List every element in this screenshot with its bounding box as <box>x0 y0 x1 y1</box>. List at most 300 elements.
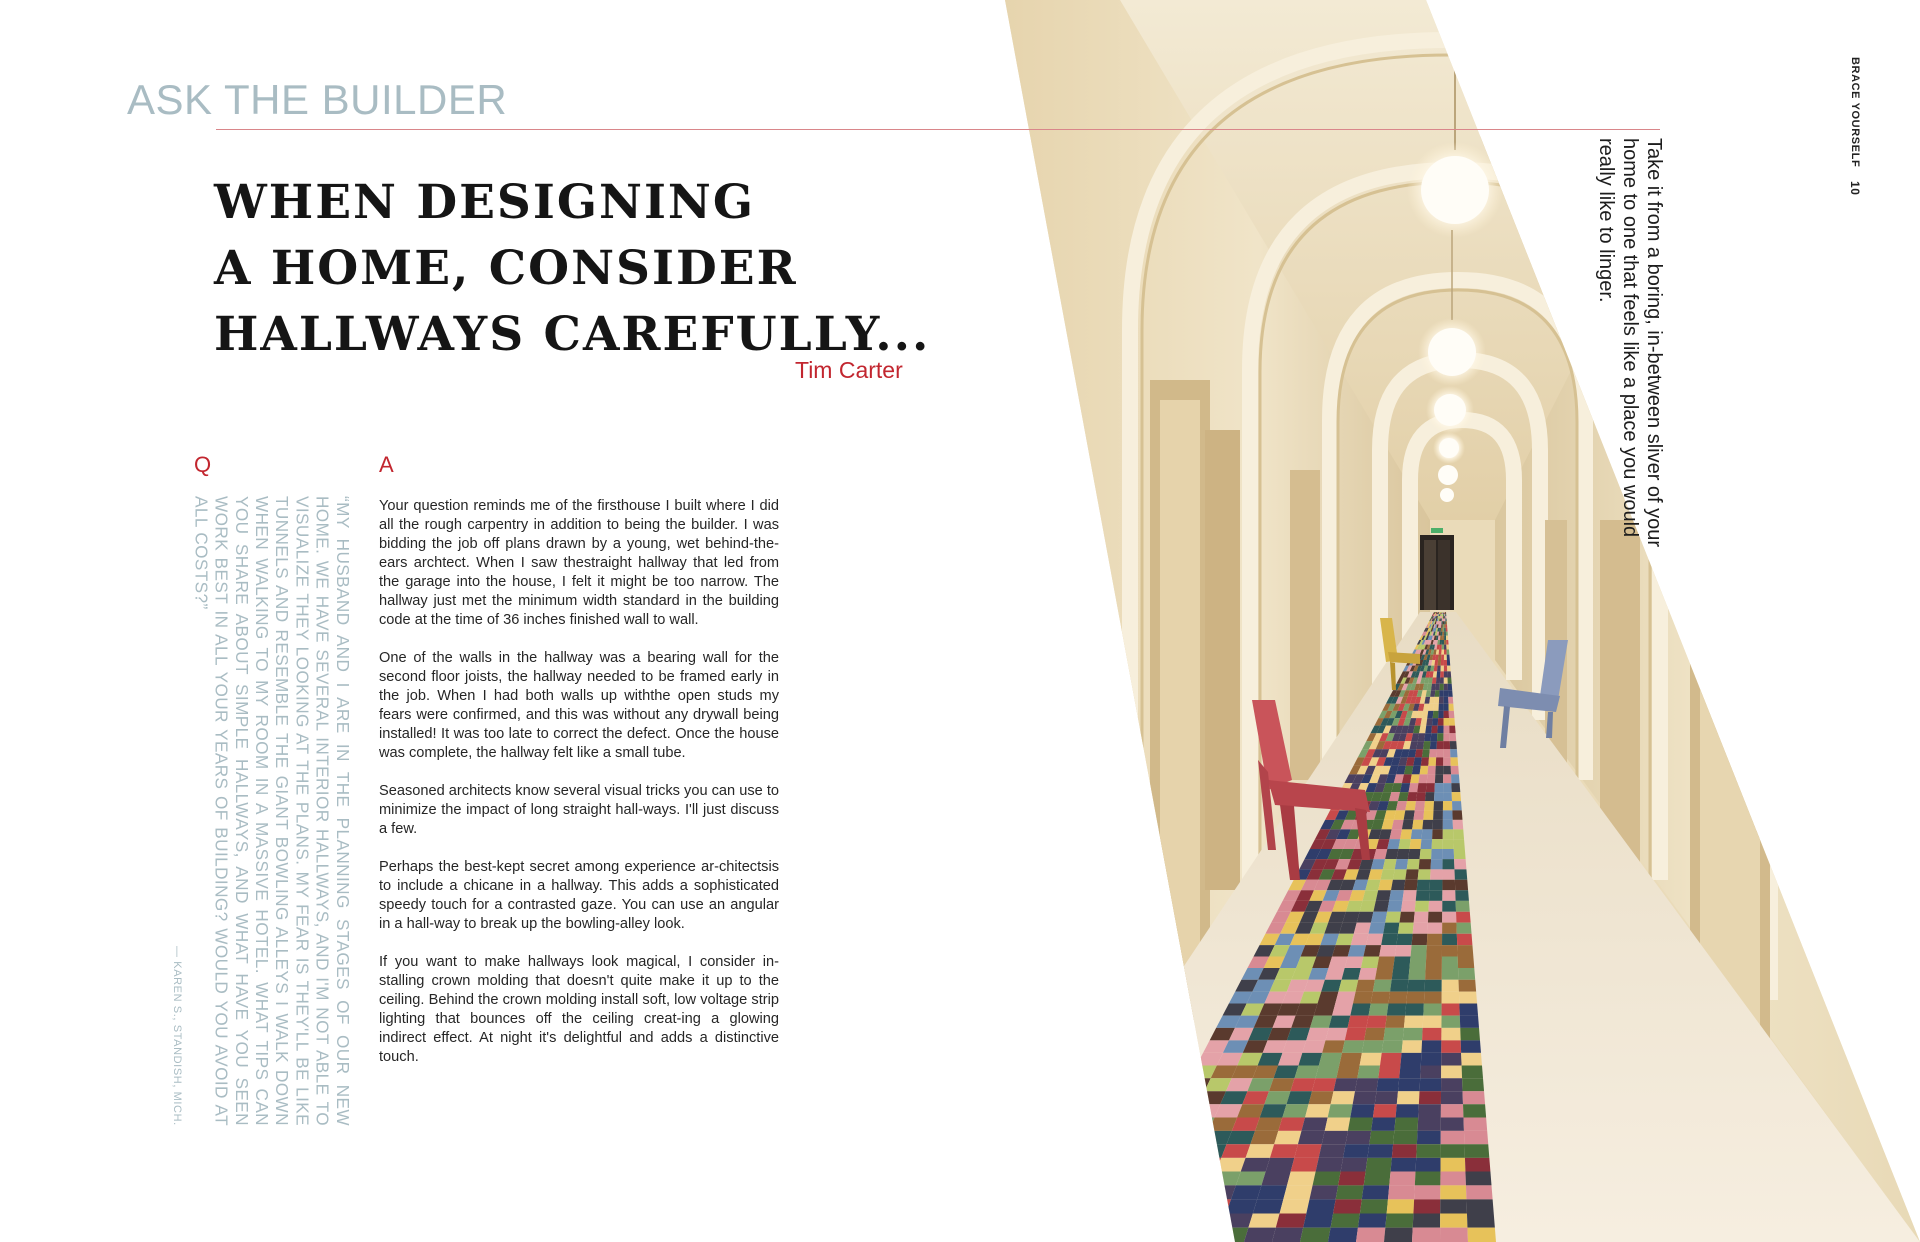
carpet-pixel <box>1432 718 1438 725</box>
carpet-pixel <box>1398 1078 1420 1091</box>
carpet-pixel <box>1444 628 1446 632</box>
carpet-pixel <box>1319 1053 1342 1066</box>
carpet-pixel <box>1346 1131 1372 1144</box>
carpet-pixel <box>1442 945 1458 956</box>
carpet-pixel <box>1447 666 1451 672</box>
headline-line-2: A HOME, CONSIDER <box>214 241 798 296</box>
carpet-pixel <box>1387 1199 1414 1213</box>
carpet-pixel <box>1377 1078 1400 1091</box>
carpet-pixel <box>1409 956 1426 968</box>
carpet-pixel <box>1188 1228 1221 1242</box>
carpet-pixel <box>1134 1172 1166 1186</box>
carpet-pixel <box>1445 618 1446 621</box>
carpet-pixel <box>1443 810 1453 819</box>
carpet-pixel <box>1431 726 1437 734</box>
carpet-pixel <box>1420 1066 1441 1079</box>
carpet-pixel <box>1463 1104 1486 1117</box>
carpet-pixel <box>1248 1213 1279 1227</box>
carpet-pixel <box>1424 733 1431 741</box>
carpet-pixel <box>1418 1104 1441 1117</box>
carpet-pixel <box>1444 660 1447 666</box>
carpet-pixel <box>1437 726 1443 734</box>
carpet-pixel <box>1442 1004 1460 1016</box>
carpet-pixel <box>1298 1131 1325 1144</box>
headline-line-3: HALLWAYS CAREFULLY... <box>214 307 931 362</box>
carpet-pixel <box>1342 968 1361 980</box>
carpet-pixel <box>1423 810 1433 819</box>
carpet-pixel <box>1424 992 1442 1004</box>
carpet-pixel <box>1448 704 1453 711</box>
carpet-pixel <box>1334 1078 1358 1091</box>
carpet-pixel <box>1280 1199 1310 1213</box>
carpet-pixel <box>1428 757 1436 765</box>
carpet-pixel <box>1458 980 1476 992</box>
carpet-pixel <box>1417 1131 1441 1144</box>
carpet-pixel <box>1358 1213 1387 1227</box>
carpet-pixel <box>1443 733 1449 741</box>
carpet-pixel <box>1465 1158 1490 1172</box>
carpet-pixel <box>1443 616 1444 618</box>
carpet-pixel <box>1443 621 1444 624</box>
carpet-pixel <box>1413 1199 1440 1213</box>
carpet-pixel <box>1441 1053 1461 1066</box>
carpet-pixel <box>1450 757 1458 765</box>
carpet-pixel <box>1415 801 1425 810</box>
carpet-pixel <box>1444 632 1446 636</box>
carpet-pixel <box>1383 1028 1403 1040</box>
carpet-pixel <box>1314 1004 1335 1016</box>
carpet-pixel <box>1336 1066 1359 1079</box>
carpet-pixel <box>1385 912 1401 923</box>
photo-caption: Take it from a boring, in-between sliver of your home to one that feels like a place you would really like to linger. <box>1595 138 1665 548</box>
carpet-pixel <box>1378 1066 1400 1079</box>
carpet-pixel <box>1452 792 1461 801</box>
carpet-pixel <box>1440 1228 1468 1242</box>
carpet-pixel <box>1331 1091 1355 1104</box>
carpet-pixel <box>1436 757 1444 765</box>
carpet-pixel <box>1427 923 1442 934</box>
carpet-pixel <box>1419 859 1431 869</box>
carpet-pixel <box>1350 1104 1374 1117</box>
carpet-pixel <box>1448 684 1452 690</box>
carpet-pixel <box>1328 1228 1358 1242</box>
carpet-pixel <box>1442 912 1456 923</box>
carpet-pixel <box>1464 1131 1488 1144</box>
carpet-pixel <box>1390 829 1402 839</box>
carpet-pixel <box>1429 697 1434 704</box>
carpet-pixel <box>1420 849 1432 859</box>
carpet-pixel <box>1436 677 1440 683</box>
carpet-pixel <box>1442 934 1457 945</box>
carpet-pixel <box>1441 1078 1463 1091</box>
carpet-pixel <box>1454 869 1467 879</box>
carpet-pixel <box>1286 1091 1312 1104</box>
carpet-pixel <box>1442 640 1444 645</box>
carpet-pixel <box>1383 923 1399 934</box>
carpet-pixel <box>1462 1066 1483 1079</box>
carpet-pixel <box>1414 912 1429 923</box>
carpet-pixel <box>1313 1172 1341 1186</box>
carpet-pixel <box>1433 820 1443 830</box>
carpet-pixel <box>1423 741 1431 749</box>
carpet-pixel <box>1357 912 1374 923</box>
carpet-pixel <box>1457 945 1473 956</box>
carpet-pixel <box>1441 649 1444 654</box>
carpet-pixel <box>1403 1028 1423 1040</box>
carpet-pixel <box>1336 1185 1364 1199</box>
carpet-pixel <box>1437 733 1443 741</box>
carpet-pixel <box>1439 645 1442 650</box>
carpet-pixel <box>1399 912 1414 923</box>
carpet-pixel <box>1348 945 1366 956</box>
carpet-pixel <box>1357 1066 1380 1079</box>
carpet-pixel <box>1412 766 1421 775</box>
page-number: 10 <box>1848 180 1862 196</box>
carpet-pixel <box>1356 1228 1385 1242</box>
carpet-pixel <box>1443 757 1450 765</box>
carpet-pixel <box>1298 1053 1322 1066</box>
carpet-pixel <box>1451 766 1459 775</box>
carpet-pixel <box>1456 912 1471 923</box>
carpet-pixel <box>1444 666 1447 672</box>
carpet-pixel <box>1428 704 1434 711</box>
carpet-pixel <box>1453 839 1464 849</box>
carpet-pixel <box>1270 1144 1298 1158</box>
carpet-pixel <box>1445 614 1446 616</box>
answer-column <box>379 497 779 1086</box>
carpet-pixel <box>1160 1228 1194 1242</box>
answer-paragraph: Perhaps the best-kept secret among experience ar-chitectsis to include a chicane in a hallway. This adds a sophisticated speedy touch for a contrasted gaze. You can use an angular in a hall-way to break up the bowling-alley look. <box>379 859 779 932</box>
carpet-pixel <box>1412 1228 1440 1242</box>
carpet-pixel <box>1104 1228 1139 1242</box>
carpet-pixel <box>1429 890 1442 901</box>
carpet-pixel <box>1362 1040 1384 1053</box>
carpet-pixel <box>1446 632 1448 636</box>
folio-label: BRACE YOURSELF <box>1849 57 1861 168</box>
carpet-pixel <box>1159 1172 1191 1186</box>
carpet-pixel <box>1443 774 1451 783</box>
carpet-pixel <box>1366 934 1383 945</box>
carpet-pixel <box>1443 839 1454 849</box>
carpet-pixel <box>1440 1185 1466 1199</box>
carpet-pixel <box>1452 801 1462 810</box>
carpet-pixel <box>1382 1040 1403 1053</box>
carpet-pixel <box>1421 1053 1441 1066</box>
carpet-pixel <box>1389 1172 1415 1186</box>
carpet-pixel <box>1369 1131 1394 1144</box>
carpet-pixel <box>1361 956 1379 968</box>
question-label: Q <box>194 452 212 477</box>
carpet-pixel <box>1438 655 1441 660</box>
carpet-pixel <box>1442 880 1455 891</box>
carpet-pixel <box>1244 1228 1276 1242</box>
carpet-pixel <box>1430 880 1443 891</box>
carpet-pixel <box>1443 624 1445 627</box>
question-signature: — KAREN S., STANDISH, MICH. <box>171 946 184 1126</box>
carpet-pixel <box>1443 801 1452 810</box>
carpet-pixel <box>1461 1053 1482 1066</box>
carpet-pixel <box>1371 912 1387 923</box>
carpet-pixel <box>1463 1117 1487 1130</box>
carpet-pixel <box>1425 792 1434 801</box>
carpet-pixel <box>1444 613 1445 614</box>
carpet-pixel <box>1443 749 1450 757</box>
carpet-pixel <box>1435 684 1440 690</box>
carpet-pixel <box>1404 1016 1423 1028</box>
carpet-pixel <box>1236 1172 1266 1186</box>
carpet-pixel <box>1450 749 1457 757</box>
carpet-pixel <box>1454 849 1466 859</box>
carpet-pixel <box>1367 1144 1393 1158</box>
carpet-pixel <box>1303 1213 1333 1227</box>
carpet-pixel <box>1417 783 1426 792</box>
carpet-pixel <box>1443 783 1452 792</box>
carpet-pixel <box>1416 1158 1441 1172</box>
carpet-pixel <box>1338 980 1358 992</box>
carpet-pixel <box>1390 980 1408 992</box>
carpet-pixel <box>1294 1144 1321 1158</box>
carpet-pixel <box>1442 869 1454 879</box>
carpet-pixel <box>1462 1078 1484 1091</box>
carpet-pixel <box>1338 1172 1365 1186</box>
carpet-pixel <box>1369 1004 1389 1016</box>
carpet-pixel <box>1354 923 1371 934</box>
carpet-pixel <box>1444 704 1449 711</box>
carpet-pixel <box>1422 1028 1441 1040</box>
carpet-pixel <box>1315 1066 1339 1079</box>
carpet-pixel <box>1309 1091 1334 1104</box>
carpet-pixel <box>1440 666 1443 672</box>
carpet-pixel <box>1444 684 1448 690</box>
carpet-pixel <box>1449 726 1455 734</box>
carpet-pixel <box>1393 1131 1417 1144</box>
carpet-pixel <box>1388 992 1407 1004</box>
carpet-pixel <box>1454 859 1466 869</box>
carpet-pixel <box>1294 1066 1318 1079</box>
carpet-pixel <box>1353 992 1373 1004</box>
carpet-pixel <box>1172 1199 1204 1213</box>
carpet-pixel <box>1441 1028 1460 1040</box>
carpet-pixel <box>1276 1213 1307 1227</box>
carpet-pixel <box>1358 968 1377 980</box>
carpet-pixel <box>1139 1213 1173 1227</box>
carpet-pixel <box>1399 1066 1421 1079</box>
carpet-pixel <box>1444 636 1446 640</box>
carpet-pixel <box>1392 968 1410 980</box>
carpet-pixel <box>1112 1213 1146 1227</box>
carpet-pixel <box>1435 774 1443 783</box>
carpet-pixel <box>1379 945 1396 956</box>
carpet-pixel <box>1444 624 1446 627</box>
carpet-pixel <box>1444 655 1447 660</box>
carpet-pixel <box>1440 1213 1467 1227</box>
carpet-pixel <box>1425 726 1432 734</box>
carpet-pixel <box>1448 697 1453 704</box>
carpet-pixel <box>1451 774 1460 783</box>
carpet-pixel <box>1341 1158 1368 1172</box>
carpet-pixel <box>1266 1158 1295 1172</box>
carpet-pixel <box>1355 1078 1378 1091</box>
carpet-pixel <box>1345 1028 1367 1040</box>
carpet-pixel <box>1375 1091 1398 1104</box>
carpet-pixel <box>1322 1131 1348 1144</box>
carpet-pixel <box>1391 1158 1417 1172</box>
carpet-pixel <box>1132 1228 1166 1242</box>
carpet-pixel <box>1442 923 1457 934</box>
carpet-pixel <box>1441 1131 1465 1144</box>
carpet-pixel <box>1443 829 1454 839</box>
carpet-pixel <box>1426 945 1442 956</box>
carpet-pixel <box>1441 1066 1462 1079</box>
carpet-pixel <box>1444 690 1449 697</box>
carpet-pixel <box>1405 801 1416 810</box>
carpet-pixel <box>1437 666 1441 672</box>
carpet-pixel <box>1443 820 1453 830</box>
carpet-pixel <box>1442 614 1443 616</box>
carpet-pixel <box>1412 934 1428 945</box>
carpet-pixel <box>1437 741 1444 749</box>
carpet-pixel <box>1148 1144 1179 1158</box>
carpet-pixel <box>1442 628 1444 632</box>
carpet-pixel <box>1366 1016 1386 1028</box>
carpet-pixel <box>1319 1144 1346 1158</box>
carpet-pixel <box>1425 968 1442 980</box>
carpet-pixel <box>1413 923 1428 934</box>
carpet-pixel <box>1126 1185 1159 1199</box>
carpet-pixel <box>1360 1053 1382 1066</box>
carpet-pixel <box>1444 618 1445 621</box>
carpet-pixel <box>1466 1185 1493 1199</box>
carpet-pixel <box>1183 1078 1211 1091</box>
carpet-pixel <box>1381 869 1395 879</box>
carpet-pixel <box>1408 849 1420 859</box>
carpet-pixel <box>1440 677 1444 683</box>
carpet-pixel <box>1316 1158 1343 1172</box>
carpet-pixel <box>1398 839 1410 849</box>
carpet-pixel <box>1302 1040 1325 1053</box>
carpet-pixel <box>1231 1185 1261 1199</box>
carpet-pixel <box>1385 849 1398 859</box>
carpet-pixel <box>1440 640 1442 645</box>
carpet-pixel <box>1205 1185 1236 1199</box>
carpet-pixel <box>1421 829 1432 839</box>
carpet-pixel <box>1221 1213 1253 1227</box>
carpet-pixel <box>1172 1144 1202 1158</box>
carpet-pixel <box>1396 934 1412 945</box>
carpet-pixel <box>1441 660 1444 666</box>
carpet-pixel <box>1272 1228 1303 1242</box>
carpet-pixel <box>1417 880 1430 891</box>
carpet-pixel <box>1455 890 1469 901</box>
carpet-pixel <box>1408 968 1425 980</box>
carpet-pixel <box>1456 901 1470 912</box>
carpet-pixel <box>1438 660 1441 666</box>
author-byline: Tim Carter <box>795 357 903 383</box>
carpet-pixel <box>1278 1117 1305 1130</box>
carpet-pixel <box>1387 839 1400 849</box>
carpet-pixel <box>1427 711 1433 718</box>
carpet-pixel <box>1250 1131 1278 1144</box>
carpet-pixel <box>1444 621 1445 624</box>
carpet-pixel <box>1443 726 1449 734</box>
carpet-pixel <box>1441 1091 1463 1104</box>
carpet-pixel <box>1179 1131 1209 1144</box>
carpet-pixel <box>1166 1158 1197 1172</box>
carpet-pixel <box>1391 880 1405 891</box>
carpet-pixel <box>1364 1028 1385 1040</box>
carpet-pixel <box>1443 792 1452 801</box>
carpet-pixel <box>1445 612 1446 613</box>
carpet-pixel <box>1305 1104 1331 1117</box>
carpet-pixel <box>1431 859 1443 869</box>
carpet-pixel <box>1443 613 1444 614</box>
carpet-pixel <box>1445 621 1447 624</box>
carpet-pixel <box>1444 612 1445 613</box>
carpet-pixel <box>1306 1028 1329 1040</box>
carpet-pixel <box>1162 1117 1192 1130</box>
carpet-pixel <box>1371 992 1390 1004</box>
carpet-pixel <box>1420 1078 1442 1091</box>
carpet-pixel <box>1443 612 1444 613</box>
carpet-pixel <box>1453 829 1464 839</box>
carpet-pixel <box>1368 923 1385 934</box>
carpet-pixel <box>1185 1117 1214 1130</box>
carpet-pixel <box>1438 704 1443 711</box>
carpet-pixel <box>1446 640 1448 645</box>
carpet-pixel <box>1433 711 1439 718</box>
carpet-pixel <box>1429 749 1437 757</box>
question-text: “MY HUSBAND AND I ARE IN THE PLANNING STAGES OF OUR NEW HOME. WE HAVE SEVERAL INTERIOR HALLWAYS, AND I'M NOT ABLE TO VISUALIZE THEY LOOKING AT THE PLANS. MY FEAR IS THEY'LL BE LIKE TUNNELS AND RESEMBLE THE GIANT BOWLING ALLEYS I WALK DOWN WHEN WALKING TO MY ROOM IN A MASSIVE HOTEL. WHAT TIPS CAN YOU SHARE ABOUT SIMPLE HALLWAYS, AND WHAT HAVE YOU SEEN WORK BEST IN ALL YOUR YEARS OF BUILDING? WOULD YOU AVOID AT ALL COSTS?” <box>191 496 353 1126</box>
carpet-pixel <box>1430 869 1442 879</box>
carpet-pixel <box>1439 690 1444 697</box>
carpet-pixel <box>1393 956 1410 968</box>
carpet-pixel <box>1442 980 1459 992</box>
carpet-pixel <box>1339 1053 1362 1066</box>
carpet-pixel <box>1442 645 1445 650</box>
answer-label: A <box>379 452 394 477</box>
carpet-pixel <box>1450 741 1457 749</box>
carpet-pixel <box>1453 820 1464 830</box>
carpet-pixel <box>1449 718 1455 725</box>
carpet-pixel <box>1418 869 1431 879</box>
carpet-pixel <box>1191 1158 1221 1172</box>
carpet-pixel <box>1409 839 1421 849</box>
carpet-pixel <box>1449 711 1455 718</box>
carpet-pixel <box>1436 749 1443 757</box>
carpet-pixel <box>1185 1172 1216 1186</box>
carpet-pixel <box>1343 1144 1369 1158</box>
carpet-pixel <box>1413 1213 1440 1227</box>
carpet-pixel <box>1377 956 1395 968</box>
carpet-pixel <box>1274 1131 1301 1144</box>
carpet-pixel <box>1362 1185 1389 1199</box>
carpet-pixel <box>1440 684 1444 690</box>
carpet-pixel <box>1409 783 1419 792</box>
carpet-pixel <box>1413 757 1422 765</box>
carpet-pixel <box>1444 697 1449 704</box>
carpet-pixel <box>1246 1144 1275 1158</box>
carpet-pixel <box>1464 1144 1489 1158</box>
carpet-pixel <box>1435 690 1440 697</box>
carpet-pixel <box>1375 968 1393 980</box>
carpet-pixel <box>1385 1016 1405 1028</box>
carpet-pixel <box>1376 890 1391 901</box>
carpet-pixel <box>1312 1078 1336 1091</box>
carpet-pixel <box>1405 869 1418 879</box>
carpet-pixel <box>1166 1213 1199 1227</box>
carpet-pixel <box>1216 1228 1248 1242</box>
carpet-pixel <box>1460 1016 1479 1028</box>
